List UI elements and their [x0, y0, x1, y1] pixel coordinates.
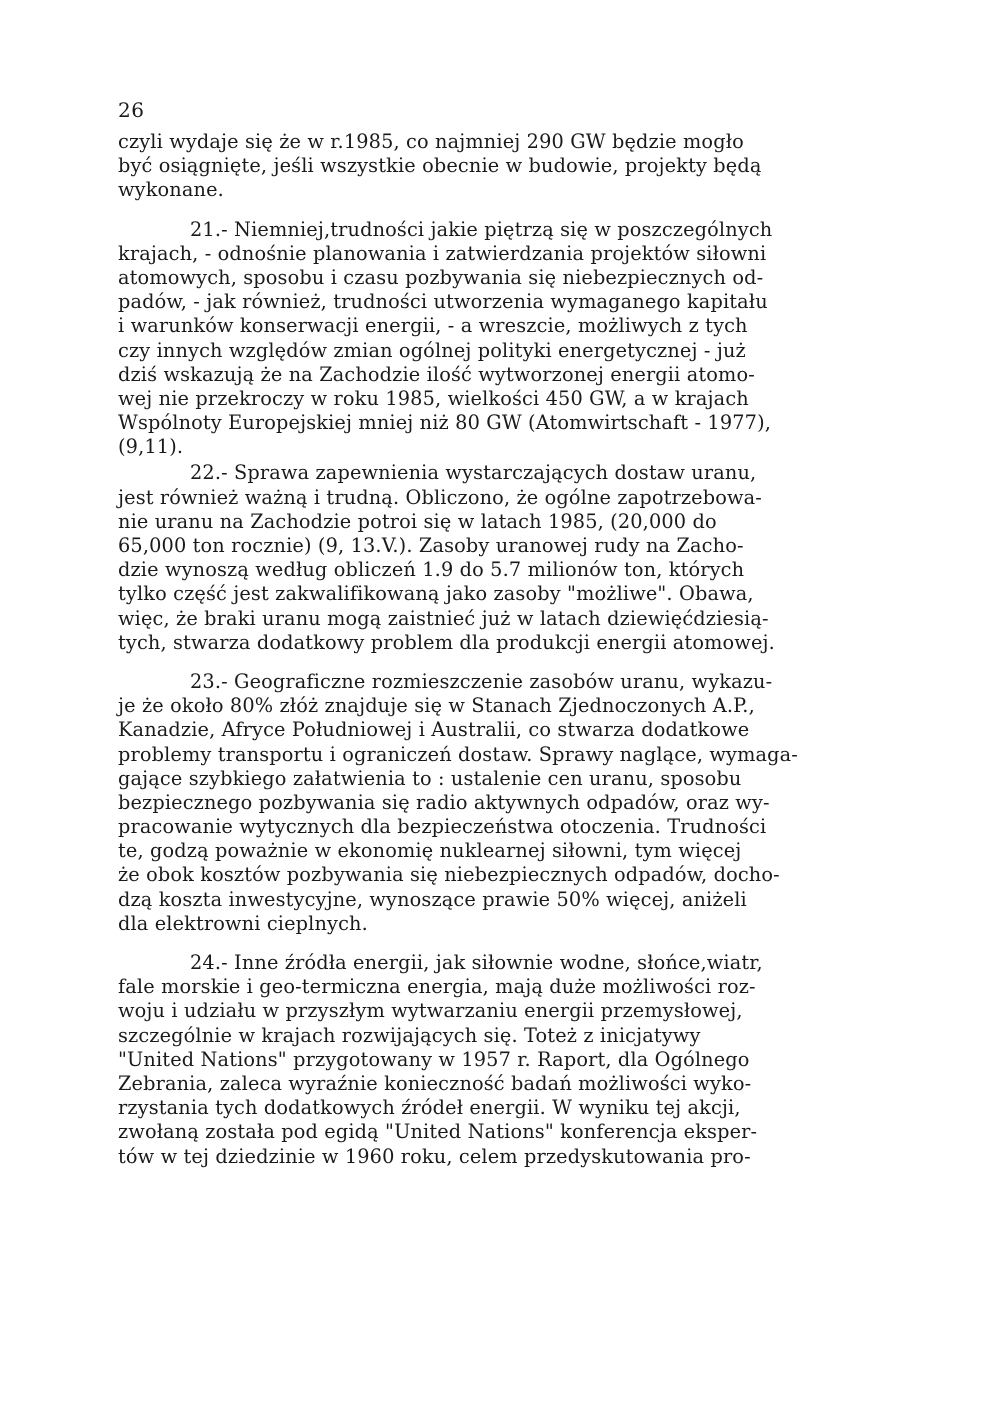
text-line: zwołaną została pod egidą "United Nations" konferencja eksper-: [118, 1120, 758, 1144]
text-line: fale morskie i geo-termiczna energia, mają duże możliwości roz-: [118, 975, 756, 999]
text-line: nie uranu na Zachodzie potroi się w latach 1985, (20,000 do: [118, 509, 717, 533]
text-line: dzą koszta inwestycyjne, wynoszące prawie 50% więcej, aniżeli: [118, 887, 747, 911]
text-line: więc, że braki uranu mogą zaistnieć już w latach dziewięćdziesią-: [118, 606, 769, 630]
text-line: rzystania tych dodatkowych źródeł energii. W wyniku tej akcji,: [118, 1096, 741, 1120]
paragraph-continuation: [118, 130, 908, 203]
text-line: problemy transportu i ograniczeń dostaw. Sprawy naglące, wymaga-: [118, 742, 798, 766]
text-line: woju i udziału w przyszłym wytwarzaniu energii przemysłowej,: [118, 999, 743, 1023]
text-line: wykonane.: [118, 178, 224, 202]
text-line: szczególnie w krajach rozwijających się. Toteż z inicjatywy: [118, 1023, 701, 1047]
text-line: krajach, - odnośnie planowania i zatwierdzania projektów siłowni: [118, 241, 767, 265]
page-number: 26: [118, 98, 145, 122]
text-line: bezpiecznego pozbywania się radio aktywnych odpadów, oraz wy-: [118, 790, 770, 814]
text-line: 22.- Sprawa zapewnienia wystarczających dostaw uranu,: [190, 461, 757, 485]
text-line: tych, stwarza dodatkowy problem dla produkcji energii atomowej.: [118, 630, 775, 654]
text-line: gające szybkiego załatwienia to : ustalenie cen uranu, sposobu: [118, 766, 742, 790]
text-line: Zebrania, zaleca wyraźnie konieczność badań możliwości wyko-: [118, 1071, 752, 1095]
text-line: dziś wskazują że na Zachodzie ilość wytworzonej energii atomo-: [118, 362, 755, 386]
text-line: czyli wydaje się że w r.1985, co najmniej 290 GW będzie mogło: [118, 130, 744, 153]
text-line: być osiągnięte, jeśli wszystkie obecnie w budowie, projekty będą: [118, 154, 762, 178]
paragraph-23: [118, 670, 908, 936]
text-line: te, godzą poważnie w ekonomię nuklearnej siłowni, tym więcej: [118, 839, 742, 863]
text-line: "United Nations" przygotowany w 1957 r. Raport, dla Ogólnego: [118, 1047, 750, 1071]
text-line: czy innych względów zmian ogólnej polityki energetycznej - już: [118, 338, 746, 362]
text-line: pracowanie wytycznych dla bezpieczeństwa otoczenia. Trudności: [118, 815, 767, 839]
text-line: i warunków konserwacji energii, - a wreszcie, możliwych z tych: [118, 314, 748, 338]
text-line: tylko część jest zakwalifikowaną jako zasoby "możliwe". Obawa,: [118, 582, 754, 606]
text-line: 23.- Geograficzne rozmieszczenie zasobów uranu, wykazu-: [190, 669, 773, 693]
text-line: 65,000 ton rocznie) (9, 13.V.). Zasoby uranowej rudy na Zacho-: [118, 534, 744, 557]
document-body: [118, 130, 908, 1169]
text-line: że obok kosztów pozbywania się niebezpiecznych odpadów, docho-: [118, 863, 780, 887]
text-line: dla elektrowni cieplnych.: [118, 911, 368, 935]
text-line: Kanadzie, Afryce Południowej i Australii, co stwarza dodatkowe: [118, 718, 750, 742]
text-line: jest również ważną i trudną. Obliczono, że ogólne zapotrzebowa-: [118, 485, 762, 509]
paragraph-24: [118, 951, 908, 1169]
text-line: wej nie przekroczy w roku 1985, wielkości 450 GW, a w krajach: [118, 386, 749, 410]
text-line: 21.- Niemniej,trudności jakie piętrzą się w poszczególnych: [190, 217, 773, 241]
text-line: dzie wynoszą według obliczeń 1.9 do 5.7 milionów ton, których: [118, 558, 745, 582]
text-line: 24.- Inne źródła energii, jak siłownie wodne, słońce,wiatr,: [190, 951, 763, 974]
paragraph-21: [118, 218, 908, 460]
text-line: (9,11).: [118, 435, 184, 459]
text-line: padów, - jak również, trudności utworzenia wymaganego kapitału: [118, 290, 768, 314]
text-line: tów w tej dziedzinie w 1960 roku, celem przedyskutowania pro-: [118, 1144, 751, 1168]
text-line: Wspólnoty Europejskiej mniej niż 80 GW (Atomwirtschaft - 1977),: [118, 411, 772, 435]
text-line: je że około 80% złóż znajduje się w Stanach Zjednoczonych A.P.,: [118, 694, 755, 718]
paragraph-22: [118, 461, 908, 655]
text-line: atomowych, sposobu i czasu pozbywania się niebezpiecznych od-: [118, 265, 764, 289]
